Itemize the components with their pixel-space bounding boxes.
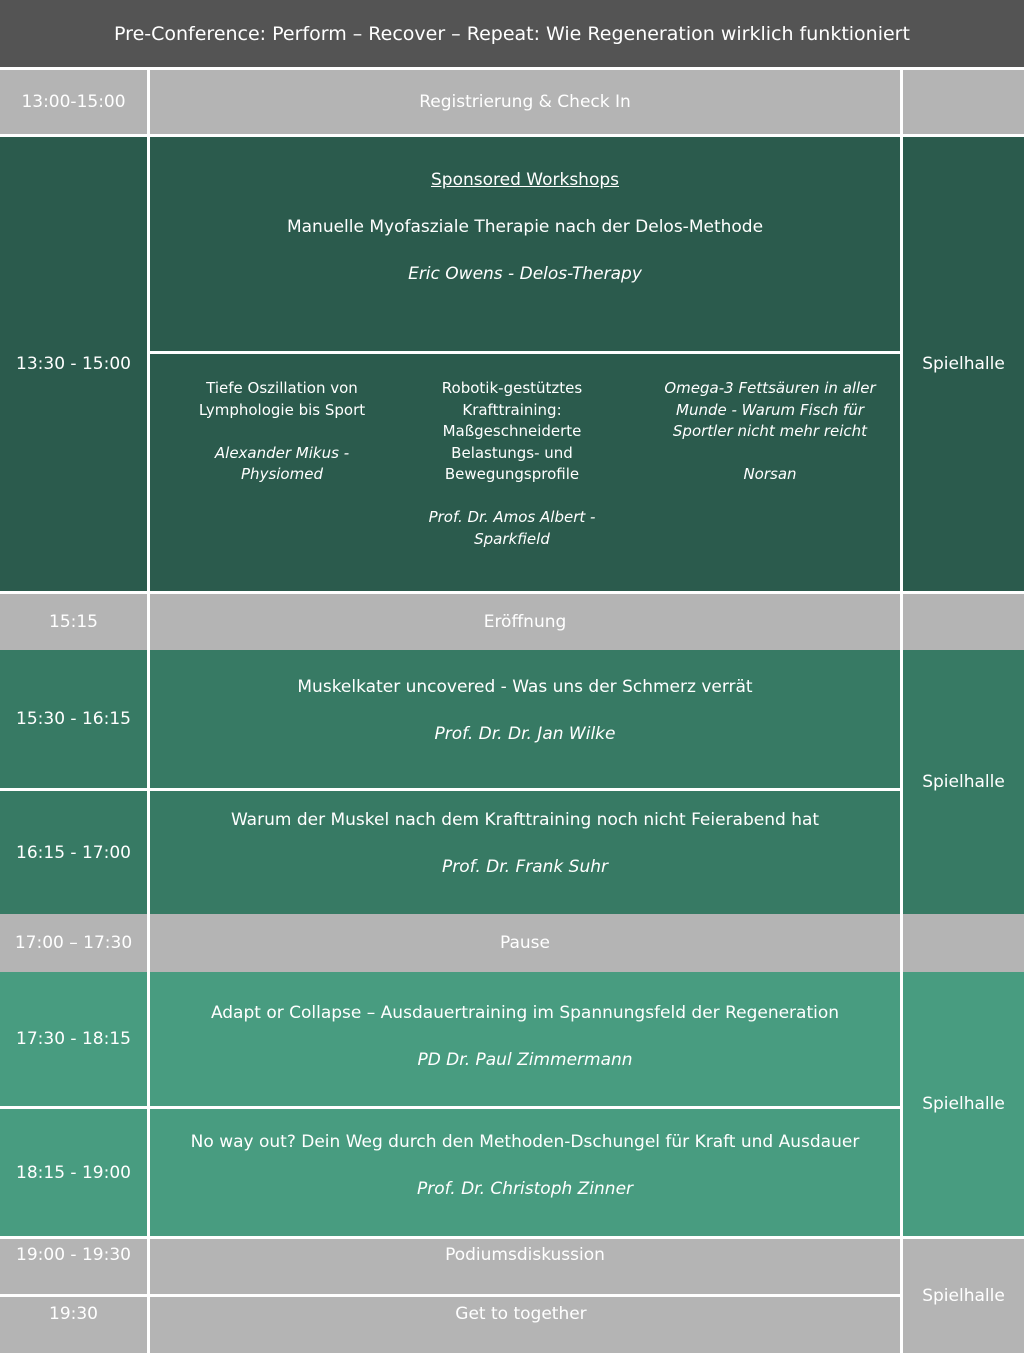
session-registration: Registrierung & Check In bbox=[150, 70, 900, 134]
time-workshops: 13:30 - 15:00 bbox=[0, 137, 147, 591]
time-get-together: 19:30 bbox=[0, 1297, 147, 1353]
workshop-sub-1-title: Tiefe Oszillation von Lymphologie bis Sport bbox=[198, 379, 366, 419]
session-opening: Eröffnung bbox=[150, 594, 900, 650]
location-closing: Spielhalle bbox=[903, 1239, 1024, 1353]
talk-2 bbox=[150, 791, 900, 914]
time-podium: 19:00 - 19:30 bbox=[0, 1239, 147, 1294]
talk-3-speaker: PD Dr. Paul Zimmermann bbox=[417, 1050, 633, 1070]
time-talk-2: 16:15 - 17:00 bbox=[0, 791, 147, 914]
time-opening: 15:15 bbox=[0, 594, 147, 650]
time-talk-1: 15:30 - 16:15 bbox=[0, 650, 147, 788]
location-registration bbox=[903, 70, 1024, 134]
time-pause: 17:00 – 17:30 bbox=[0, 914, 147, 972]
workshop-main bbox=[150, 137, 900, 351]
talk-3 bbox=[150, 972, 900, 1106]
location-workshops: Spielhalle bbox=[903, 137, 1024, 591]
time-registration: 13:00-15:00 bbox=[0, 70, 147, 134]
session-pause: Pause bbox=[150, 914, 900, 972]
workshop-sub-2-speaker: Prof. Dr. Amos Albert - Sparkfield bbox=[428, 508, 596, 548]
time-talk-4: 18:15 - 19:00 bbox=[0, 1109, 147, 1236]
workshop-sub-3-title: Omega-3 Fettsäuren in aller Munde - Warum Fisch für Sportler nicht mehr reicht bbox=[664, 379, 876, 440]
location-opening bbox=[903, 594, 1024, 650]
workshop-sub-3-speaker: Norsan bbox=[743, 465, 797, 483]
talk-4-speaker: Prof. Dr. Christoph Zinner bbox=[416, 1179, 634, 1199]
workshop-sub-1 bbox=[162, 378, 402, 486]
talk-1-speaker: Prof. Dr. Dr. Jan Wilke bbox=[434, 724, 616, 744]
talk-1 bbox=[150, 650, 900, 788]
page-title: Pre-Conference: Perform – Recover – Repeat: Wie Regeneration wirklich funktioniert bbox=[0, 0, 1024, 67]
workshop-sub-2 bbox=[412, 378, 612, 550]
location-block-3: Spielhalle bbox=[903, 972, 1024, 1236]
session-podium: Podiumsdiskussion bbox=[150, 1239, 900, 1294]
talk-2-title: Warum der Muskel nach dem Krafttraining noch nicht Feierabend hat bbox=[230, 810, 820, 830]
workshop-sub-2-title: Robotik-gestütztes Krafttraining: Maßgeschneiderte Belastungs- und Bewegungsprofile bbox=[441, 379, 583, 483]
location-pause bbox=[903, 914, 1024, 972]
talk-1-title: Muskelkater uncovered - Was uns der Schmerz verrät bbox=[297, 677, 753, 697]
time-talk-3: 17:30 - 18:15 bbox=[0, 972, 147, 1106]
talk-4 bbox=[150, 1109, 900, 1236]
workshop-subgrid bbox=[150, 354, 900, 591]
workshops-heading: Sponsored Workshops bbox=[430, 170, 619, 190]
session-get-together: Get to together bbox=[150, 1297, 900, 1353]
workshop-main-speaker: Eric Owens - Delos-Therapy bbox=[408, 264, 642, 284]
talk-2-speaker: Prof. Dr. Frank Suhr bbox=[442, 857, 608, 877]
workshop-sub-1-speaker: Alexander Mikus - Physiomed bbox=[214, 443, 350, 483]
talk-3-title: Adapt or Collapse – Ausdauertraining im Spannungsfeld der Regeneration bbox=[210, 1003, 840, 1023]
workshop-sub-3 bbox=[650, 378, 890, 486]
location-block-2: Spielhalle bbox=[903, 650, 1024, 914]
workshop-main-title: Manuelle Myofasziale Therapie nach der Delos-Methode bbox=[286, 217, 764, 237]
talk-4-title: No way out? Dein Weg durch den Methoden-Dschungel für Kraft und Ausdauer bbox=[190, 1132, 860, 1152]
